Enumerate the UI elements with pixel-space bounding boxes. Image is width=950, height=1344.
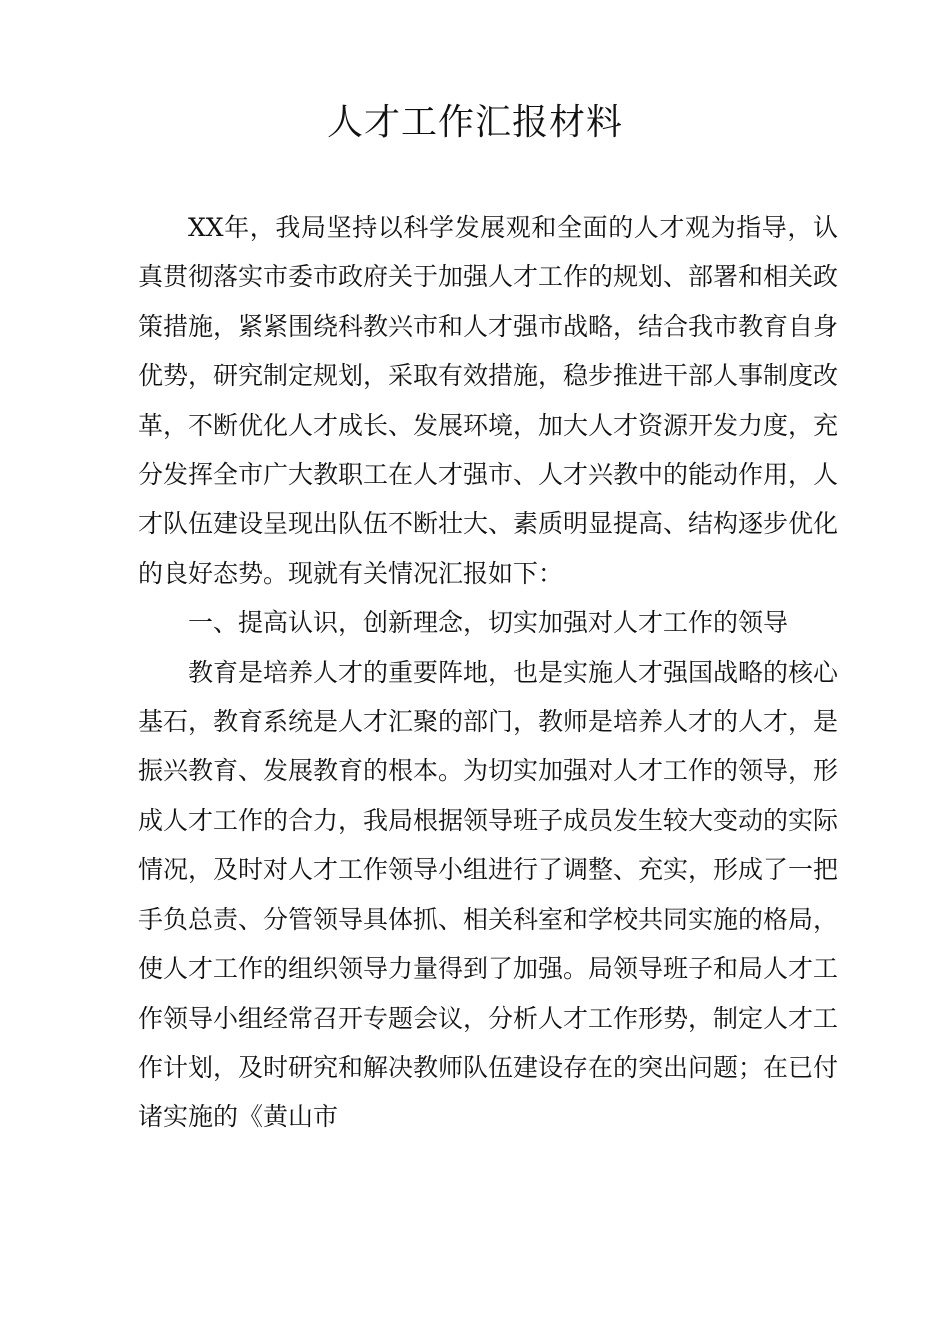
section-heading-1: 一、提高认识，创新理念，切实加强对人才工作的领导 <box>188 608 789 638</box>
paragraph-intro: XX年，我局坚持以科学发展观和全面的人才观为指导，认真贯彻落实市委市政府关于加强人才工作的规划、部署和相关政策措施，紧紧围绕科教兴市和人才强市战略，结合我市教育自身优势，研究制定规划，采取有效措施，稳步推进干部人事制度改革，不断优化人才成长、发展环境，加大人才资源开发力度，充分发挥全市广大教职工在人才强市、人才兴教中的能动作用，人才队伍建设呈现出队伍不断壮大、素质明显提高、结构逐步优化的良好态势。现就有关情况汇报如下： <box>138 213 839 588</box>
document-title: 人才工作汇报材料 <box>326 102 623 143</box>
paragraph-section-1: 教育是培养人才的重要阵地，也是实施人才强国战略的核心基石，教育系统是人才汇聚的部门，教师是培养人才的人才，是振兴教育、发展教育的根本。为切实加强对人才工作的领导，形成人才工作的合力，我局根据领导班子成员发生较大变动的实际情况，及时对人才工作领导小组进行了调整、充实，形成了一把手负总责、分管领导具体抓、相关科室和学校共同实施的格局，使人才工作的组织领导力量得到了加强。局领导班子和局人才工作领导小组经常召开专题会议，分析人才工作形势，制定人才工作计划，及时研究和解决教师队伍建设存在的突出问题；在已付诸实施的《黄山市 <box>138 657 839 1132</box>
document-body <box>138 203 838 1142</box>
